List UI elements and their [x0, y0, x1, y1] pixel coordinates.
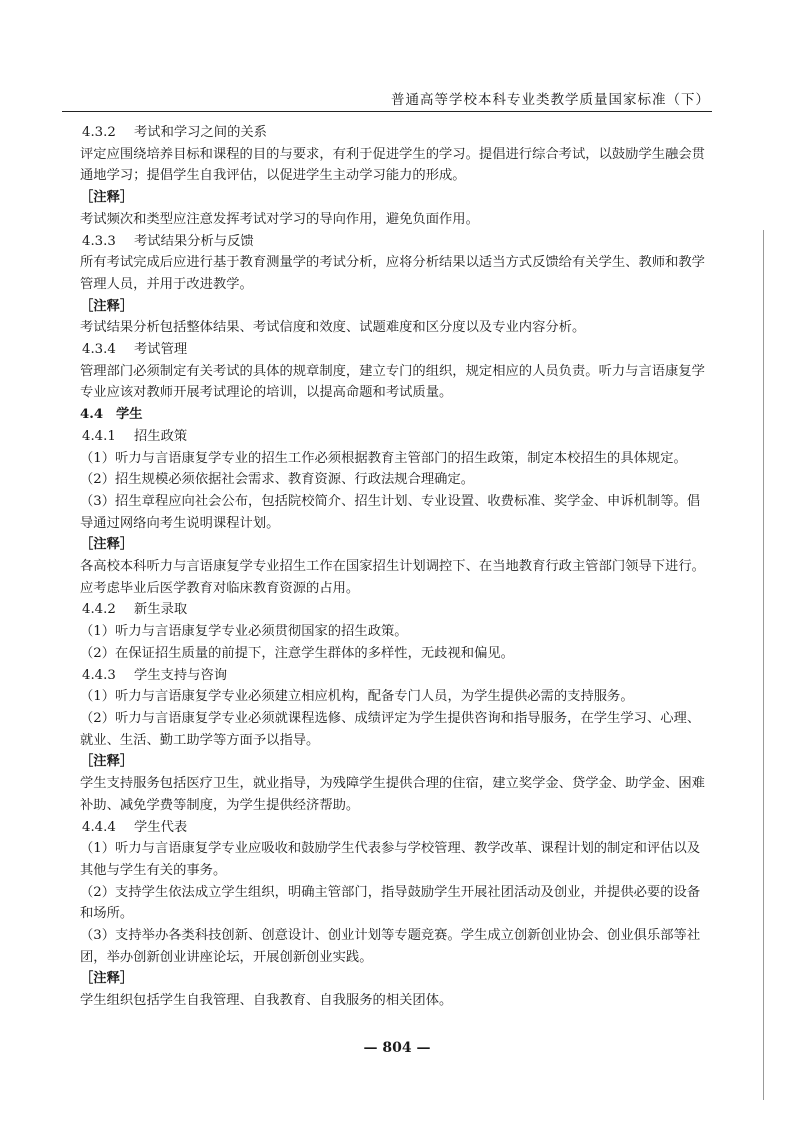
note-label: ［注释］	[80, 971, 134, 987]
note-label: ［注释］	[80, 754, 134, 770]
heading-title: 新生录取	[134, 602, 188, 618]
heading-title: 学生代表	[134, 819, 188, 835]
heading-number: 4.3.2	[82, 125, 116, 140]
paragraph: （1）听力与言语康复学专业的招生工作必须根据教育主管部门的招生政策，制定本校招生的具体规定。	[80, 450, 687, 466]
section-heading	[80, 404, 708, 426]
paragraph: （1）听力与言语康复学专业必须贯彻国家的招生政策。	[80, 624, 408, 640]
paragraph: （1）听力与言语康复学专业必须建立相应机构，配备专门人员，为学生提供必需的支持服务。	[80, 689, 634, 705]
paragraph: 考试结果分析包括整体结果、考试信度和效度、试题难度和区分度以及专业内容分析。	[80, 320, 586, 336]
heading-title: 考试管理	[134, 342, 188, 358]
heading-title: 考试和学习之间的关系	[134, 125, 267, 140]
paragraph: （1）听力与言语康复学专业应吸收和鼓励学生代表参与学校管理、教学改革、课程计划的制定和评估以及其他与学生有关的事务。	[80, 841, 701, 878]
note-label: ［注释］	[80, 298, 134, 314]
heading-title: 招生政策	[134, 428, 188, 444]
subsection-heading	[80, 665, 708, 687]
running-header: 普通高等学校本科专业类教学质量国家标准（下）	[391, 92, 710, 108]
paragraph: （2）在保证招生质量的前提下，注意学生群体的多样性，无歧视和偏见。	[80, 645, 514, 661]
heading-title: 学生	[116, 407, 143, 423]
paragraph: （3）支持举办各类科技创新、创意设计、创业计划等专题竞赛。学生成立创新创业协会、创业俱乐部等社团，举办创新创业讲座论坛，开展创新创业实践。	[80, 928, 701, 965]
heading-number: 4.4	[80, 407, 104, 423]
note-label: ［注释］	[80, 537, 134, 553]
paragraph: 管理部门必须制定有关考试的具体的规章制度，建立专门的组织，规定相应的人员负责。听力与言语康复学专业应该对教师开展考试理论的培训，以提高命题和考试质量。	[80, 363, 705, 401]
paragraph: 各高校本科听力与言语康复学专业招生工作在国家招生计划调控下、在当地教育行政主管部门领导下进行。应考虑毕业后医学教育对临床教育资源的占用。	[80, 559, 705, 596]
heading-number: 4.4.1	[82, 428, 116, 444]
paragraph: 评定应围绕培养目标和课程的目的与要求，有利于促进学生的学习。提倡进行综合考试，以鼓励学生融会贯通地学习；提倡学生自我评估，以促进学生主动学习能力的形成。	[80, 146, 705, 184]
subsection-heading	[80, 426, 708, 448]
heading-number: 4.4.4	[82, 819, 116, 835]
heading-title: 学生支持与咨询	[134, 667, 228, 683]
heading-number: 4.3.3	[82, 233, 116, 249]
paragraph: （2）支持学生依法成立学生组织，明确主管部门，指导鼓励学生开展社团活动及创业，并提供必要的设备和场所。	[80, 884, 701, 922]
subsection-heading	[80, 231, 708, 253]
paragraph: （3）招生章程应向社会公布，包括院校简介、招生计划、专业设置、收费标准、奖学金、申诉机制等。倡导通过网络向考生说明课程计划。	[80, 493, 701, 531]
margin-rule	[763, 230, 764, 1100]
paragraph: 考试频次和类型应注意发挥考试对学习的导向作用，避免负面作用。	[80, 211, 479, 227]
heading-number: 4.4.2	[82, 602, 116, 618]
paragraph: 学生组织包括学生自我管理、自我教育、自我服务的相关团体。	[80, 993, 453, 1009]
paragraph: （2）招生规模必须依据社会需求、教育资源、行政法规合理确定。	[80, 472, 475, 488]
subsection-heading	[80, 599, 708, 621]
subsection-heading	[80, 817, 708, 839]
page-number: — 804 —	[363, 1040, 431, 1056]
heading-title: 考试结果分析与反馈	[134, 233, 254, 249]
heading-number: 4.3.4	[82, 342, 116, 358]
page-body	[80, 122, 708, 1012]
subsection-heading	[80, 122, 708, 144]
note-label: ［注释］	[80, 190, 134, 206]
heading-number: 4.4.3	[82, 667, 116, 683]
paragraph: 学生支持服务包括医疗卫生，就业指导，为残障学生提供合理的住宿，建立奖学金、贷学金、助学金、困难补助、减免学费等制度，为学生提供经济帮助。	[80, 776, 705, 813]
paragraph: 所有考试完成后应进行基于教育测量学的考试分析，应将分析结果以适当方式反馈给有关学生、教师和教学管理人员，并用于改进教学。	[80, 255, 705, 292]
header-divider	[62, 111, 712, 112]
paragraph: （2）听力与言语康复学专业必须就课程选修、成绩评定为学生提供咨询和指导服务，在学生学习、心理、就业、生活、勤工助学等方面予以指导。	[80, 710, 701, 748]
subsection-heading	[80, 339, 708, 361]
